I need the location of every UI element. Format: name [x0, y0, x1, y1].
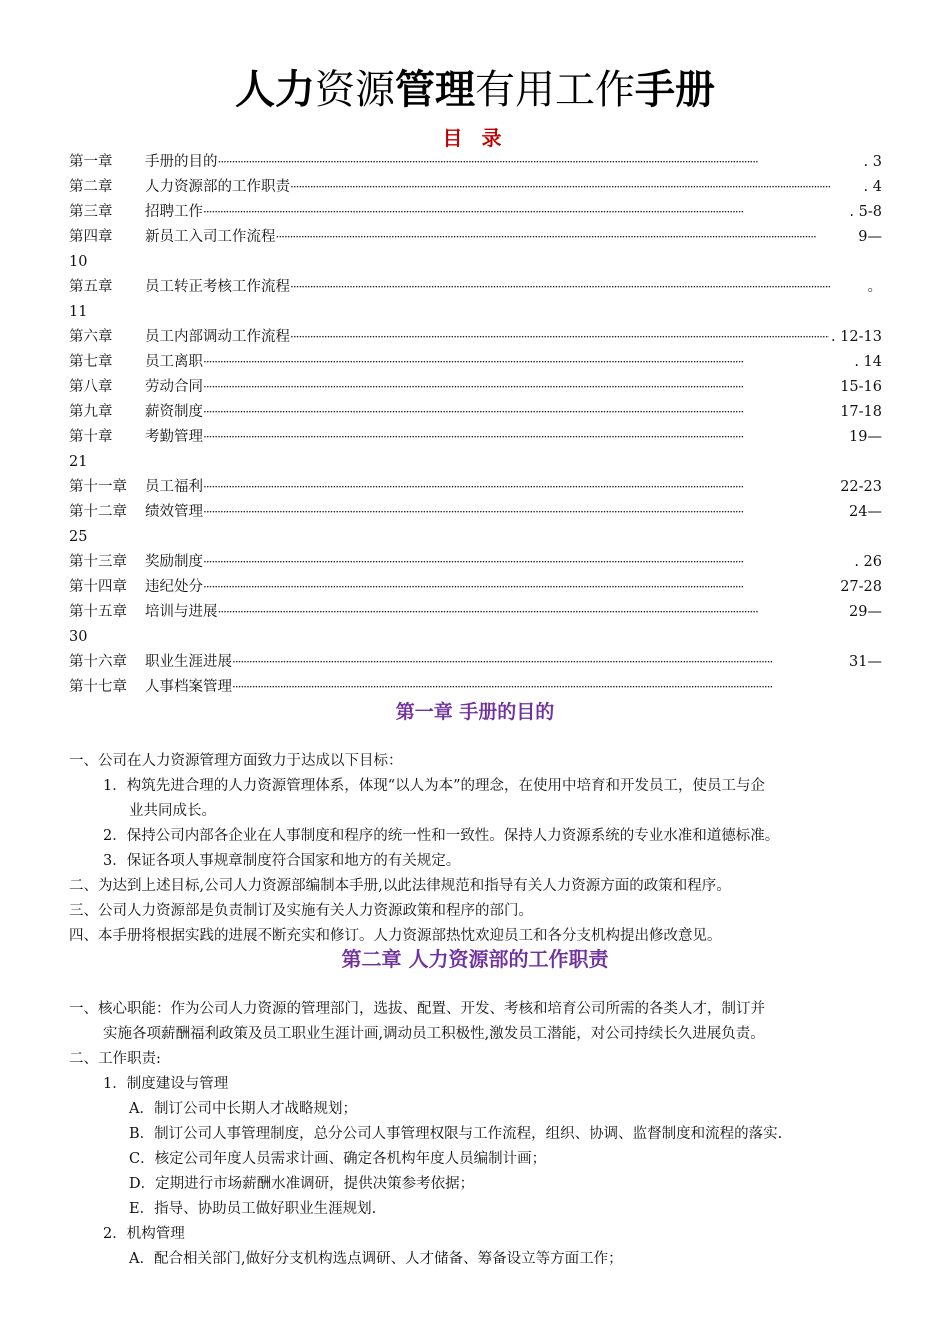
toc-chapter-name: 人力资源部的工作职责 — [145, 179, 290, 195]
toc-entry — [69, 350, 882, 375]
toc-chapter-number: 第十一章 — [69, 479, 127, 495]
toc-page-number-wrap: 30 — [69, 629, 88, 645]
toc-chapter-number: 第十三章 — [69, 554, 127, 570]
document-title — [0, 62, 950, 118]
toc-chapter-name: 手册的目的 — [145, 154, 218, 170]
toc-chapter-name: 奖励制度 — [145, 554, 203, 570]
toc-chapter-number: 第八章 — [69, 379, 113, 395]
table-of-contents — [69, 150, 882, 700]
toc-entry — [69, 500, 882, 525]
toc-chapter-name: 薪资制度 — [145, 404, 203, 420]
toc-entry — [69, 225, 882, 250]
toc-page-number-wrap: 10 — [69, 254, 88, 270]
paragraph: 1．制度建设与管理 — [103, 1076, 229, 1092]
toc-leader-dots — [203, 200, 847, 225]
paragraph: 一、核心职能：作为公司人力资源的管理部门，选拔、配置、开发、考核和培育公司所需的各类人才，制订并 — [69, 1001, 765, 1017]
toc-page-number: 17-18 — [840, 404, 882, 420]
toc-entry — [69, 600, 882, 625]
toc-leader-dots — [276, 225, 857, 250]
toc-page-number-wrap: 21 — [69, 454, 88, 470]
toc-chapter-number: 第十六章 — [69, 654, 127, 670]
paragraph: 一、公司在人力资源管理方面致力于达成以下目标： — [69, 753, 403, 769]
paragraph: 二、为达到上述目标,公司人力资源部编制本手册,以此法律规范和指导有关人力资源方面的政策和程序。 — [69, 878, 731, 894]
toc-leader-dots — [203, 550, 852, 575]
paragraph: 3．保证各项人事规章制度符合国家和地方的有关规定。 — [103, 853, 461, 869]
toc-leader-dots — [290, 175, 862, 200]
toc-chapter-name: 培训与进展 — [145, 604, 218, 620]
toc-entry — [69, 175, 882, 200]
toc-chapter-name: 员工转正考核工作流程 — [145, 279, 290, 295]
toc-entry — [69, 475, 882, 500]
toc-leader-dots — [290, 325, 829, 350]
toc-page-number: . 14 — [854, 354, 882, 370]
toc-heading: 目 录 — [442, 126, 508, 150]
toc-chapter-name: 招聘工作 — [145, 204, 203, 220]
toc-chapter-number: 第七章 — [69, 354, 113, 370]
toc-leader-dots — [232, 650, 847, 675]
toc-chapter-number: 第六章 — [69, 329, 113, 345]
toc-chapter-number: 第一章 — [69, 154, 113, 170]
toc-chapter-number: 第二章 — [69, 179, 113, 195]
paragraph: A．制订公司中长期人才战略规划； — [129, 1101, 357, 1117]
toc-page-number-wrap: 11 — [69, 304, 88, 320]
toc-chapter-number: 第九章 — [69, 404, 113, 420]
paragraph: D．定期进行市场薪酬水准调研，提供决策参考依据； — [129, 1176, 475, 1192]
toc-page-number: 22-23 — [840, 479, 882, 495]
paragraph: 2．保持公司内部各企业在人事制度和程序的统一性和一致性。保持人力资源系统的专业水准和道德标准。 — [103, 828, 780, 844]
toc-leader-dots — [218, 150, 862, 175]
toc-chapter-number: 第十章 — [69, 429, 113, 445]
toc-leader-dots — [203, 425, 847, 450]
toc-chapter-number: 第五章 — [69, 279, 113, 295]
title-part: 手册 — [635, 67, 715, 113]
paragraph: B．制订公司人事管理制度，总分公司人事管理权限与工作流程，组织、协调、监督制度和流程的落实. — [129, 1126, 783, 1142]
toc-leader-dots — [203, 500, 847, 525]
toc-entry — [69, 550, 882, 575]
toc-entry — [69, 650, 882, 675]
toc-entry — [69, 275, 882, 300]
toc-page-number: . 26 — [854, 554, 882, 570]
paragraph: C．核定公司年度人员需求计画、确定各机构年度人员编制计画； — [129, 1151, 547, 1167]
paragraph: 实施各项薪酬福利政策及员工职业生涯计画,调动员工积极性,激发员工潜能，对公司持续长久进展负责。 — [103, 1026, 765, 1042]
toc-leader-dots — [203, 575, 838, 600]
title-part: 管理 — [395, 67, 475, 113]
toc-chapter-name: 违纪处分 — [145, 579, 203, 595]
title-part: 资源 — [315, 67, 395, 113]
toc-chapter-number: 第十七章 — [69, 679, 127, 695]
toc-page-number: 。 — [867, 279, 882, 295]
paragraph: 四、本手册将根据实践的进展不断充实和修订。人力资源部热忱欢迎员工和各分支机构提出修改意见。 — [69, 928, 722, 944]
toc-chapter-number: 第三章 — [69, 204, 113, 220]
toc-chapter-name: 员工内部调动工作流程 — [145, 329, 290, 345]
toc-chapter-name: 绩效管理 — [145, 504, 203, 520]
toc-page-number: . 3 — [863, 154, 882, 170]
paragraph: 2．机构管理 — [103, 1226, 185, 1242]
toc-page-number: 9— — [858, 229, 882, 245]
chapter-1-heading: 第一章 手册的目的 — [395, 701, 555, 723]
toc-page-number: . 12-13 — [830, 329, 882, 345]
toc-chapter-name: 新员工入司工作流程 — [145, 229, 276, 245]
toc-entry — [69, 325, 882, 350]
toc-leader-dots — [218, 600, 848, 625]
toc-leader-dots — [203, 475, 838, 500]
paragraph: 二、工作职责: — [69, 1051, 161, 1067]
toc-page-number: . 4 — [863, 179, 882, 195]
toc-leader-dots — [203, 350, 852, 375]
paragraph: 1．构筑先进合理的人力资源管理体系，体现“以人为本”的理念，在使用中培育和开发员工，使员工与企 — [103, 778, 766, 794]
toc-chapter-name: 员工离职 — [145, 354, 203, 370]
toc-page-number: . 5-8 — [849, 204, 882, 220]
paragraph: E．指导、协助员工做好职业生涯规划. — [129, 1201, 377, 1217]
toc-entry — [69, 375, 882, 400]
chapter-2-body — [69, 997, 899, 1272]
toc-page-number: 24— — [849, 504, 882, 520]
toc-chapter-name: 劳动合同 — [145, 379, 203, 395]
toc-entry — [69, 425, 882, 450]
toc-leader-dots — [290, 275, 866, 300]
chapter-1-body — [69, 749, 889, 949]
toc-chapter-name: 考勤管理 — [145, 429, 203, 445]
title-part: 人力 — [235, 67, 315, 113]
toc-leader-dots — [203, 400, 838, 425]
toc-chapter-number: 第十五章 — [69, 604, 127, 620]
toc-entry — [69, 150, 882, 175]
toc-entry — [69, 675, 831, 700]
chapter-2-heading: 第二章 人力资源部的工作职责 — [341, 947, 609, 971]
toc-entry — [69, 200, 882, 225]
toc-chapter-name: 职业生涯进展 — [145, 654, 232, 670]
toc-chapter-number: 第十二章 — [69, 504, 127, 520]
toc-page-number: 31— — [849, 654, 882, 670]
title-part: 有用工作 — [475, 67, 635, 113]
toc-entry — [69, 400, 882, 425]
paragraph: A．配合相关部门,做好分支机构选点调研、人才储备、筹备设立等方面工作； — [129, 1251, 623, 1267]
toc-page-number: 27-28 — [840, 579, 882, 595]
paragraph: 三、公司人力资源部是负责制订及实施有关人力资源政策和程序的部门。 — [69, 903, 533, 919]
toc-chapter-number: 第十四章 — [69, 579, 127, 595]
toc-page-number: 15-16 — [840, 379, 882, 395]
toc-page-number-wrap: 25 — [69, 529, 88, 545]
toc-chapter-name: 人事档案管理 — [145, 679, 232, 695]
toc-entry — [69, 575, 882, 600]
toc-page-number: 29— — [849, 604, 882, 620]
toc-page-number: 19— — [849, 429, 882, 445]
toc-chapter-number: 第四章 — [69, 229, 113, 245]
toc-leader-dots — [232, 675, 829, 700]
toc-leader-dots — [203, 375, 838, 400]
paragraph: 业共同成长。 — [129, 803, 216, 819]
toc-chapter-name: 员工福利 — [145, 479, 203, 495]
